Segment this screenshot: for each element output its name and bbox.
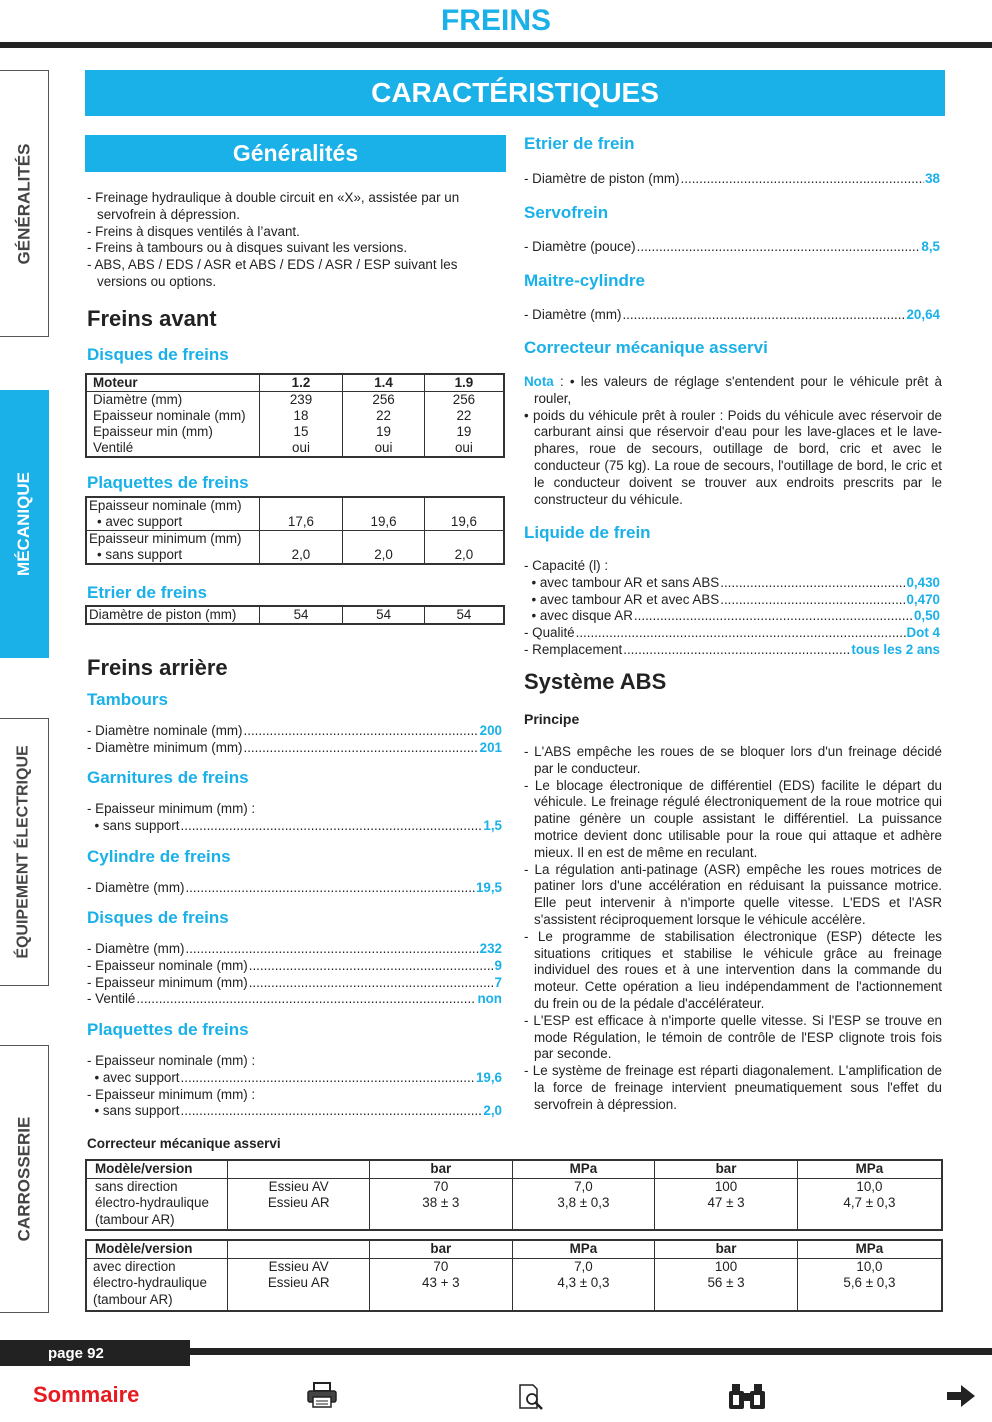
correcteur-table-2	[85, 1239, 943, 1312]
etrier-frein-heading: Etrier de frein	[524, 134, 635, 153]
table-cell: oui	[343, 440, 425, 457]
sidebar-tab-equipement[interactable]	[0, 718, 49, 986]
list-item: • avec support ..... 19,6	[87, 1070, 502, 1087]
sidebar-tab-mecanique[interactable]	[0, 390, 49, 658]
table-cell: oui	[259, 440, 343, 457]
table-cell: 19	[424, 424, 504, 440]
list-item: - Le blocage électronique de différentiel (EDS) facilite le départ du véhicule. Le freinage régulé électroniquement de la roue motrice qui patine génère un couple assistant le différentiel. La puissance motrice devient donc utilisable pour la roue qui attaque et adhère mieux. Il en est de même en reculant.	[524, 777, 942, 860]
list-item: - Epaisseur minimum (mm) :	[87, 801, 256, 816]
table-header-cell: Moteur	[86, 374, 259, 392]
table-row	[86, 497, 504, 531]
table-header-cell: bar	[655, 1160, 798, 1178]
etrier-avant-heading: Etrier de freins	[87, 583, 207, 602]
etrier-avant-table	[85, 605, 505, 625]
table-header-cell: Modèle/version	[86, 1160, 228, 1178]
disques-arriere-heading: Disques de freins	[87, 908, 229, 927]
table-header-cell	[228, 1240, 370, 1258]
list-item: - Diamètre minimum (mm) ..... 201	[87, 740, 502, 757]
disques-avant-table	[85, 373, 505, 458]
table-header-cell: MPa	[797, 1160, 942, 1178]
table-header-cell: Modèle/version	[86, 1240, 228, 1258]
page-title: FREINS	[440, 4, 551, 37]
table-cell: 239	[259, 392, 343, 409]
list-item: - Freins à tambours ou à disques suivant les versions.	[87, 240, 408, 256]
sidebar-tab-label: MÉCANIQUE	[14, 472, 33, 576]
table-cell: 70 38 ± 3	[370, 1178, 513, 1230]
table-cell-label: • sans support	[97, 547, 183, 562]
table-cell-label: • avec support	[97, 514, 183, 529]
table-cell-label: Epaisseur minimum (mm)	[89, 531, 242, 546]
table-row	[86, 531, 504, 565]
table-cell: 100 56 ± 3	[655, 1258, 798, 1311]
table-row	[86, 424, 504, 440]
table-cell: 54	[259, 606, 343, 624]
list-item: - Epaisseur minimum (mm) ..... 7	[87, 975, 502, 992]
table-cell: sans direction électro-hydraulique (tambour AR)	[95, 1178, 209, 1227]
table-header-cell: bar	[370, 1160, 513, 1178]
abs-list	[524, 744, 942, 1114]
table-cell: 17,6	[259, 497, 343, 531]
list-item: - Remplacement ..... tous les 2 ans	[524, 642, 940, 659]
list-item: - Le programme de stabilisation électronique (ESP) détecte les situations critiques et stabilise le véhicule grâce au freinage individuel des roues et à une intervention dans la commande du moteur. Cette opération a lieu indépendamment de l'actionnement du frein ou de la pédale d'accélérateur.	[524, 928, 942, 1011]
table-cell: oui	[424, 440, 504, 457]
list-item: - ABS, ABS / EDS / ASR et ABS / EDS / ASR / ESP suivant les versions ou options.	[87, 257, 458, 289]
table-cell: 54	[343, 606, 425, 624]
table-row	[86, 440, 504, 457]
list-item: - Epaisseur nominale (mm) ..... 9	[87, 958, 502, 975]
list-item: - Freins à disques ventilés à l’avant.	[87, 223, 300, 239]
list-item: - L'ABS empêche les roues de se bloquer lors d'un freinage décidé par le conducteur.	[524, 744, 942, 776]
list-item: - Diamètre (mm) ..... 19,5	[87, 880, 502, 897]
table-header-cell: bar	[655, 1240, 798, 1258]
plaquettes-avant-heading: Plaquettes de freins	[87, 473, 249, 492]
correcteur-nota	[524, 374, 942, 508]
table-cell: 7,0 4,3 ± 0,3	[512, 1258, 655, 1311]
top-rule	[0, 42, 992, 48]
list-item: - Capacité (l) :	[524, 558, 609, 573]
maitre-cylindre-list	[524, 307, 940, 324]
table-row	[86, 1258, 942, 1311]
binoculars-icon[interactable]	[728, 1382, 766, 1410]
next-arrow-icon[interactable]	[946, 1384, 976, 1408]
table-cell: 19,6	[424, 497, 504, 531]
table-cell: 256	[343, 392, 425, 409]
table-cell	[86, 531, 259, 565]
section-banner: CARACTÉRISTIQUES	[85, 70, 945, 116]
table-cell: Epaisseur min (mm)	[86, 424, 259, 440]
list-item: - Qualité ..... Dot 4	[524, 625, 940, 642]
table-cell: 15	[259, 424, 343, 440]
table-header-cell: MPa	[512, 1160, 655, 1178]
list-item: - Epaisseur minimum (mm) :	[87, 1086, 256, 1102]
zoom-page-icon[interactable]	[518, 1384, 546, 1410]
table-cell: 19,6	[343, 497, 425, 531]
list-item: • sans support ..... 2,0	[87, 1103, 502, 1120]
generalites-list	[87, 190, 505, 291]
table-cell: avec direction électro-hydraulique (tambour AR)	[93, 1258, 207, 1307]
table-cell: 2,0	[259, 531, 343, 565]
table-cell	[86, 497, 259, 531]
table-cell: 2,0	[343, 531, 425, 565]
table-header-cell: MPa	[797, 1240, 942, 1258]
maitre-cylindre-heading: Maitre-cylindre	[524, 271, 645, 290]
table-cell: 22	[424, 408, 504, 424]
servofrein-heading: Servofrein	[524, 203, 609, 222]
list-item: • avec disque AR ..... 0,50	[524, 608, 940, 625]
cylindre-list	[87, 880, 502, 897]
list-item: - Diamètre (mm) ..... 20,64	[524, 307, 940, 324]
tambours-heading: Tambours	[87, 690, 168, 709]
list-item: - Diamètre (mm) ..... 232	[87, 941, 502, 958]
table-row	[86, 392, 504, 409]
liquide-list	[524, 558, 940, 659]
table-cell: 256	[424, 392, 504, 409]
disques-avant-heading: Disques de freins	[87, 345, 229, 364]
list-item: - Le système de freinage est réparti diagonalement. L'amplification de la force de freinage intervient pneumatiquement sous l'effet du servofrein à dépression.	[524, 1063, 942, 1112]
table-cell: Essieu AV Essieu AR	[228, 1258, 370, 1311]
sidebar-tab-carrosserie[interactable]	[0, 1045, 49, 1313]
table-cell: 7,0 3,8 ± 0,3	[512, 1178, 655, 1230]
systeme-abs-heading: Système ABS	[524, 669, 667, 694]
cylindre-heading: Cylindre de freins	[87, 847, 231, 866]
correcteur-heading: Correcteur mécanique asservi	[524, 338, 768, 357]
plaquettes-arriere-heading: Plaquettes de freins	[87, 1020, 249, 1039]
list-item: • avec tambour AR et sans ABS ..... 0,430	[524, 575, 940, 592]
sidebar-tab-generalites[interactable]	[0, 70, 49, 337]
table-header-cell: 1.2	[259, 374, 343, 392]
table-cell-label: Epaisseur nominale (mm)	[89, 498, 242, 513]
tambours-list	[87, 723, 502, 757]
list-item: - L'ESP est efficace à n'importe quelle vitesse. Si l'ESP se trouve en mode Régulation, le témoin de contrôle de l'ESP clignote trois fois par seconde.	[524, 1012, 942, 1062]
disques-arriere-list	[87, 941, 502, 1008]
list-item: - Epaisseur nominale (mm) :	[87, 1053, 256, 1068]
table-header-cell: 1.4	[343, 374, 425, 392]
table-cell: Ventilé	[86, 440, 259, 457]
servofrein-list	[524, 239, 940, 256]
table-header-cell: 1.9	[424, 374, 504, 392]
list-item: - Diamètre de piston (mm) ..... 38	[524, 171, 940, 188]
list-item: • sans support ..... 1,5	[87, 818, 502, 835]
table-cell: Diamètre de piston (mm)	[86, 606, 259, 624]
table-cell: Essieu AV Essieu AR	[228, 1178, 370, 1230]
table-cell: 22	[343, 408, 425, 424]
table-header-cell	[228, 1160, 370, 1178]
table-header-cell: MPa	[512, 1240, 655, 1258]
table-row	[86, 606, 504, 624]
garnitures-list	[87, 801, 502, 835]
sidebar-tab-label: GÉNÉRALITÉS	[14, 143, 33, 264]
nota-bullet: • poids du véhicule prêt à rouler : Poids du véhicule avec réservoir de carburant ainsi que réservoir d'eau pour les lave-glaces et le lave-phares, roue de secours, outillage de bord, cric et avec le conducteur (75 kg). La roue de secours, l'outillage de bord, le cric et le conducteur doivent se trouver aux endroits prescrits par le constructeur du véhicule.	[524, 407, 942, 507]
sommaire-link[interactable]: Sommaire	[33, 1382, 140, 1407]
list-item: - Ventilé ..... non	[87, 991, 502, 1008]
sidebar-tab-label: CARROSSERIE	[14, 1116, 33, 1242]
table-cell: 100 47 ± 3	[655, 1178, 798, 1230]
table-cell: Diamètre (mm)	[86, 392, 259, 409]
list-item: - Diamètre nominale (mm) ..... 200	[87, 723, 502, 740]
freins-arriere-heading: Freins arrière	[87, 655, 228, 680]
table-cell: 18	[259, 408, 343, 424]
table-cell: 10,0 4,7 ± 0,3	[797, 1178, 942, 1230]
table-header-row	[86, 374, 504, 392]
table-row	[86, 1178, 942, 1230]
list-item: - La régulation anti-patinage (ASR) empêche les roues motrices de patiner lors d'une accélération en réduisant la puissance motrice. Elle peut intervenir à n'importe quelle vitesse. L'EDS et l'ASR s'assistent réciproquement lorsque le véhicule accélère.	[524, 861, 942, 927]
table-header-cell: bar	[370, 1240, 513, 1258]
nota-text: : • les valeurs de réglage s'entendent pour le véhicule prêt à rouler,	[534, 374, 942, 406]
principe-heading: Principe	[524, 711, 580, 727]
table-row	[86, 408, 504, 424]
plaquettes-avant-table	[85, 496, 505, 565]
table-cell: 54	[424, 606, 504, 624]
table-header-row	[86, 1240, 942, 1258]
list-item: - Diamètre (pouce) ..... 8,5	[524, 239, 940, 256]
sidebar-tab-label: ÉQUIPEMENT ÉLECTRIQUE	[15, 745, 33, 959]
list-item: - Freinage hydraulique à double circuit en «X», assistée par un servofrein à dépression.	[87, 190, 460, 222]
etrier-frein-list	[524, 171, 940, 188]
plaquettes-arriere-list	[87, 1053, 502, 1120]
liquide-heading: Liquide de frein	[524, 523, 651, 542]
freins-avant-heading: Freins avant	[87, 306, 217, 331]
nota-label: Nota	[524, 374, 554, 389]
list-item: • avec tambour AR et avec ABS ..... 0,470	[524, 592, 940, 609]
table-cell: 10,0 5,6 ± 0,3	[797, 1258, 942, 1311]
table-cell: 2,0	[424, 531, 504, 565]
table-header-row	[86, 1160, 942, 1178]
print-icon[interactable]	[306, 1382, 338, 1408]
garnitures-heading: Garnitures de freins	[87, 768, 249, 787]
table-cell: 19	[343, 424, 425, 440]
page-number: page 92	[0, 1340, 190, 1366]
generalites-title: Généralités	[85, 135, 506, 172]
correcteur-table-title: Correcteur mécanique asservi	[87, 1136, 281, 1151]
correcteur-table-1	[85, 1159, 943, 1231]
table-cell: 70 43 + 3	[370, 1258, 513, 1311]
table-cell: Epaisseur nominale (mm)	[86, 408, 259, 424]
